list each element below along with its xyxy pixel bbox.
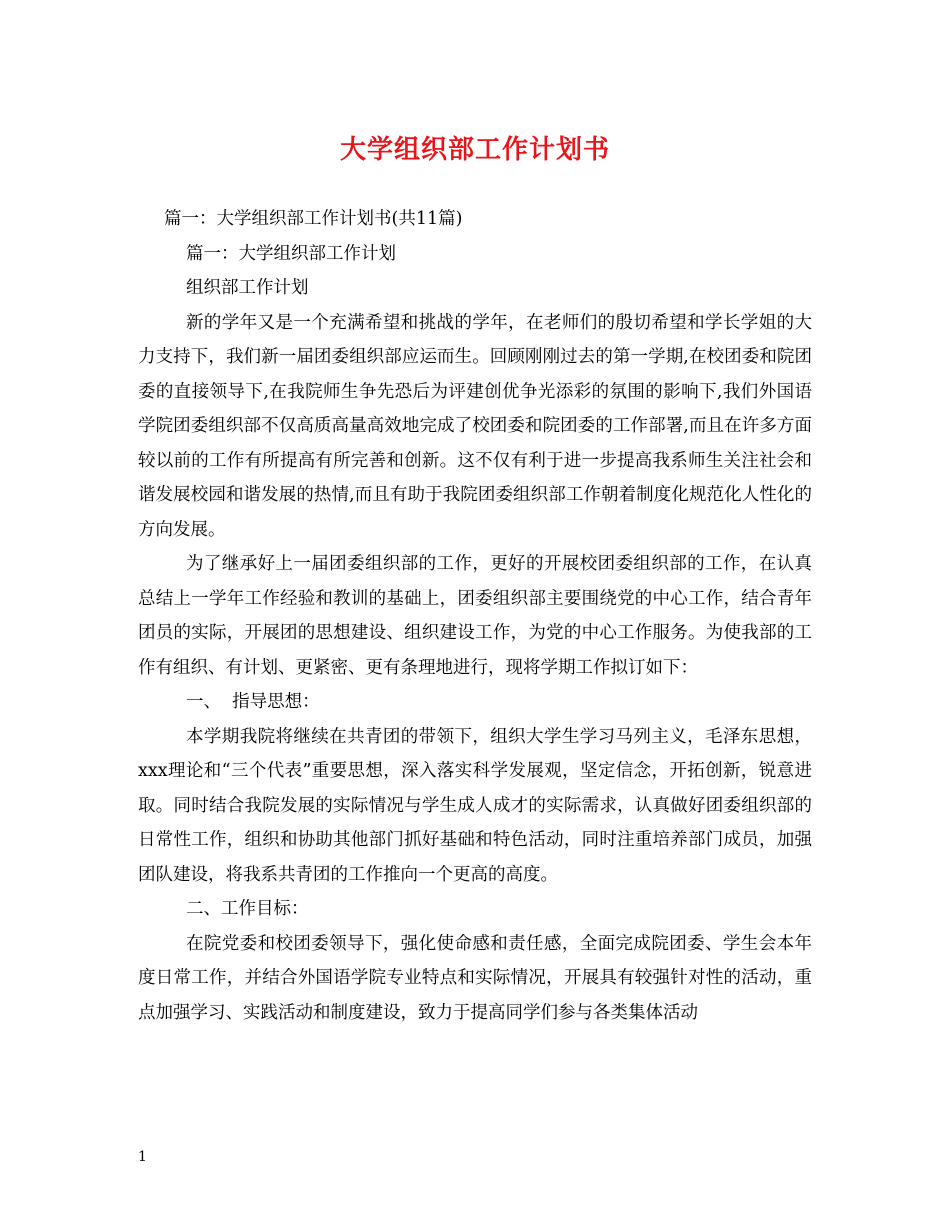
heading-line-1: 篇一：大学组织部工作计划书(共11篇) xyxy=(164,209,463,229)
paragraph-work-goals: 在院党委和校团委领导下，强化使命感和责任感，全面完成院团委、学生会本年度日常工作，并结合外国语学院专业特点和实际情况，开展具有较强针对性的活动，重点加强学习、实践活动和制度建设，致力于提高同学们参与各类集体活动 xyxy=(138,933,812,1023)
paragraph-intro: 新的学年又是一个充满希望和挑战的学年，在老师们的殷切希望和学长学姐的大力支持下，我们新一届团委组织部应运而生。回顾刚刚过去的第一学期,在校团委和院团委的直接领导下,在我院师生争先恐后为评建创优争光添彩的氛围的影响下,我们外国语学院团委组织部不仅高质高量高效地完成了校团委和院团委的工作部署,而且在许多方面较以前的工作有所提高有所完善和创新。这不仅有利于进一步提高我系师生关注社会和谐发展校园和谐发展的热情,而且有助于我院团委组织部工作朝着制度化规范化人性化的方向发展。 xyxy=(138,312,812,540)
document-title: 大学组织部工作计划书 xyxy=(339,135,610,165)
document-body xyxy=(138,202,812,1030)
paragraph-guiding-thought: 本学期我院将继续在共青团的带领下，组织大学生学习马列主义，毛泽东思想，xxx理论和“三个代表”重要思想，深入落实科学发展观，坚定信念，开拓创新，锐意进取。同时结合我院发展的实际情况与学生成人成才的实际需求，认真做好团委组织部的日常性工作，组织和协助其他部门抓好基础和特色活动，同时注重培养部门成员，加强团队建设，将我系共青团的工作推向一个更高的高度。 xyxy=(138,726,812,885)
heading-line-2: 篇一：大学组织部工作计划 xyxy=(186,243,396,264)
paragraph-inheritance: 为了继承好上一届团委组织部的工作，更好的开展校团委组织部的工作，在认真总结上一学年工作经验和教训的基础上，团委组织部主要围绕党的中心工作，结合青年团员的实际，开展团的思想建设、组织建设工作，为党的中心工作服务。为使我部的工作有组织、有计划、更紧密、更有条理地进行，现将学期工作拟订如下： xyxy=(138,554,812,678)
section-heading-guiding-thought: 一、 指导思想： xyxy=(186,692,320,712)
section-heading-work-goals: 二、工作目标： xyxy=(186,899,309,919)
heading-line-3: 组织部工作计划 xyxy=(186,278,309,298)
page-number: 1 xyxy=(138,1149,147,1165)
